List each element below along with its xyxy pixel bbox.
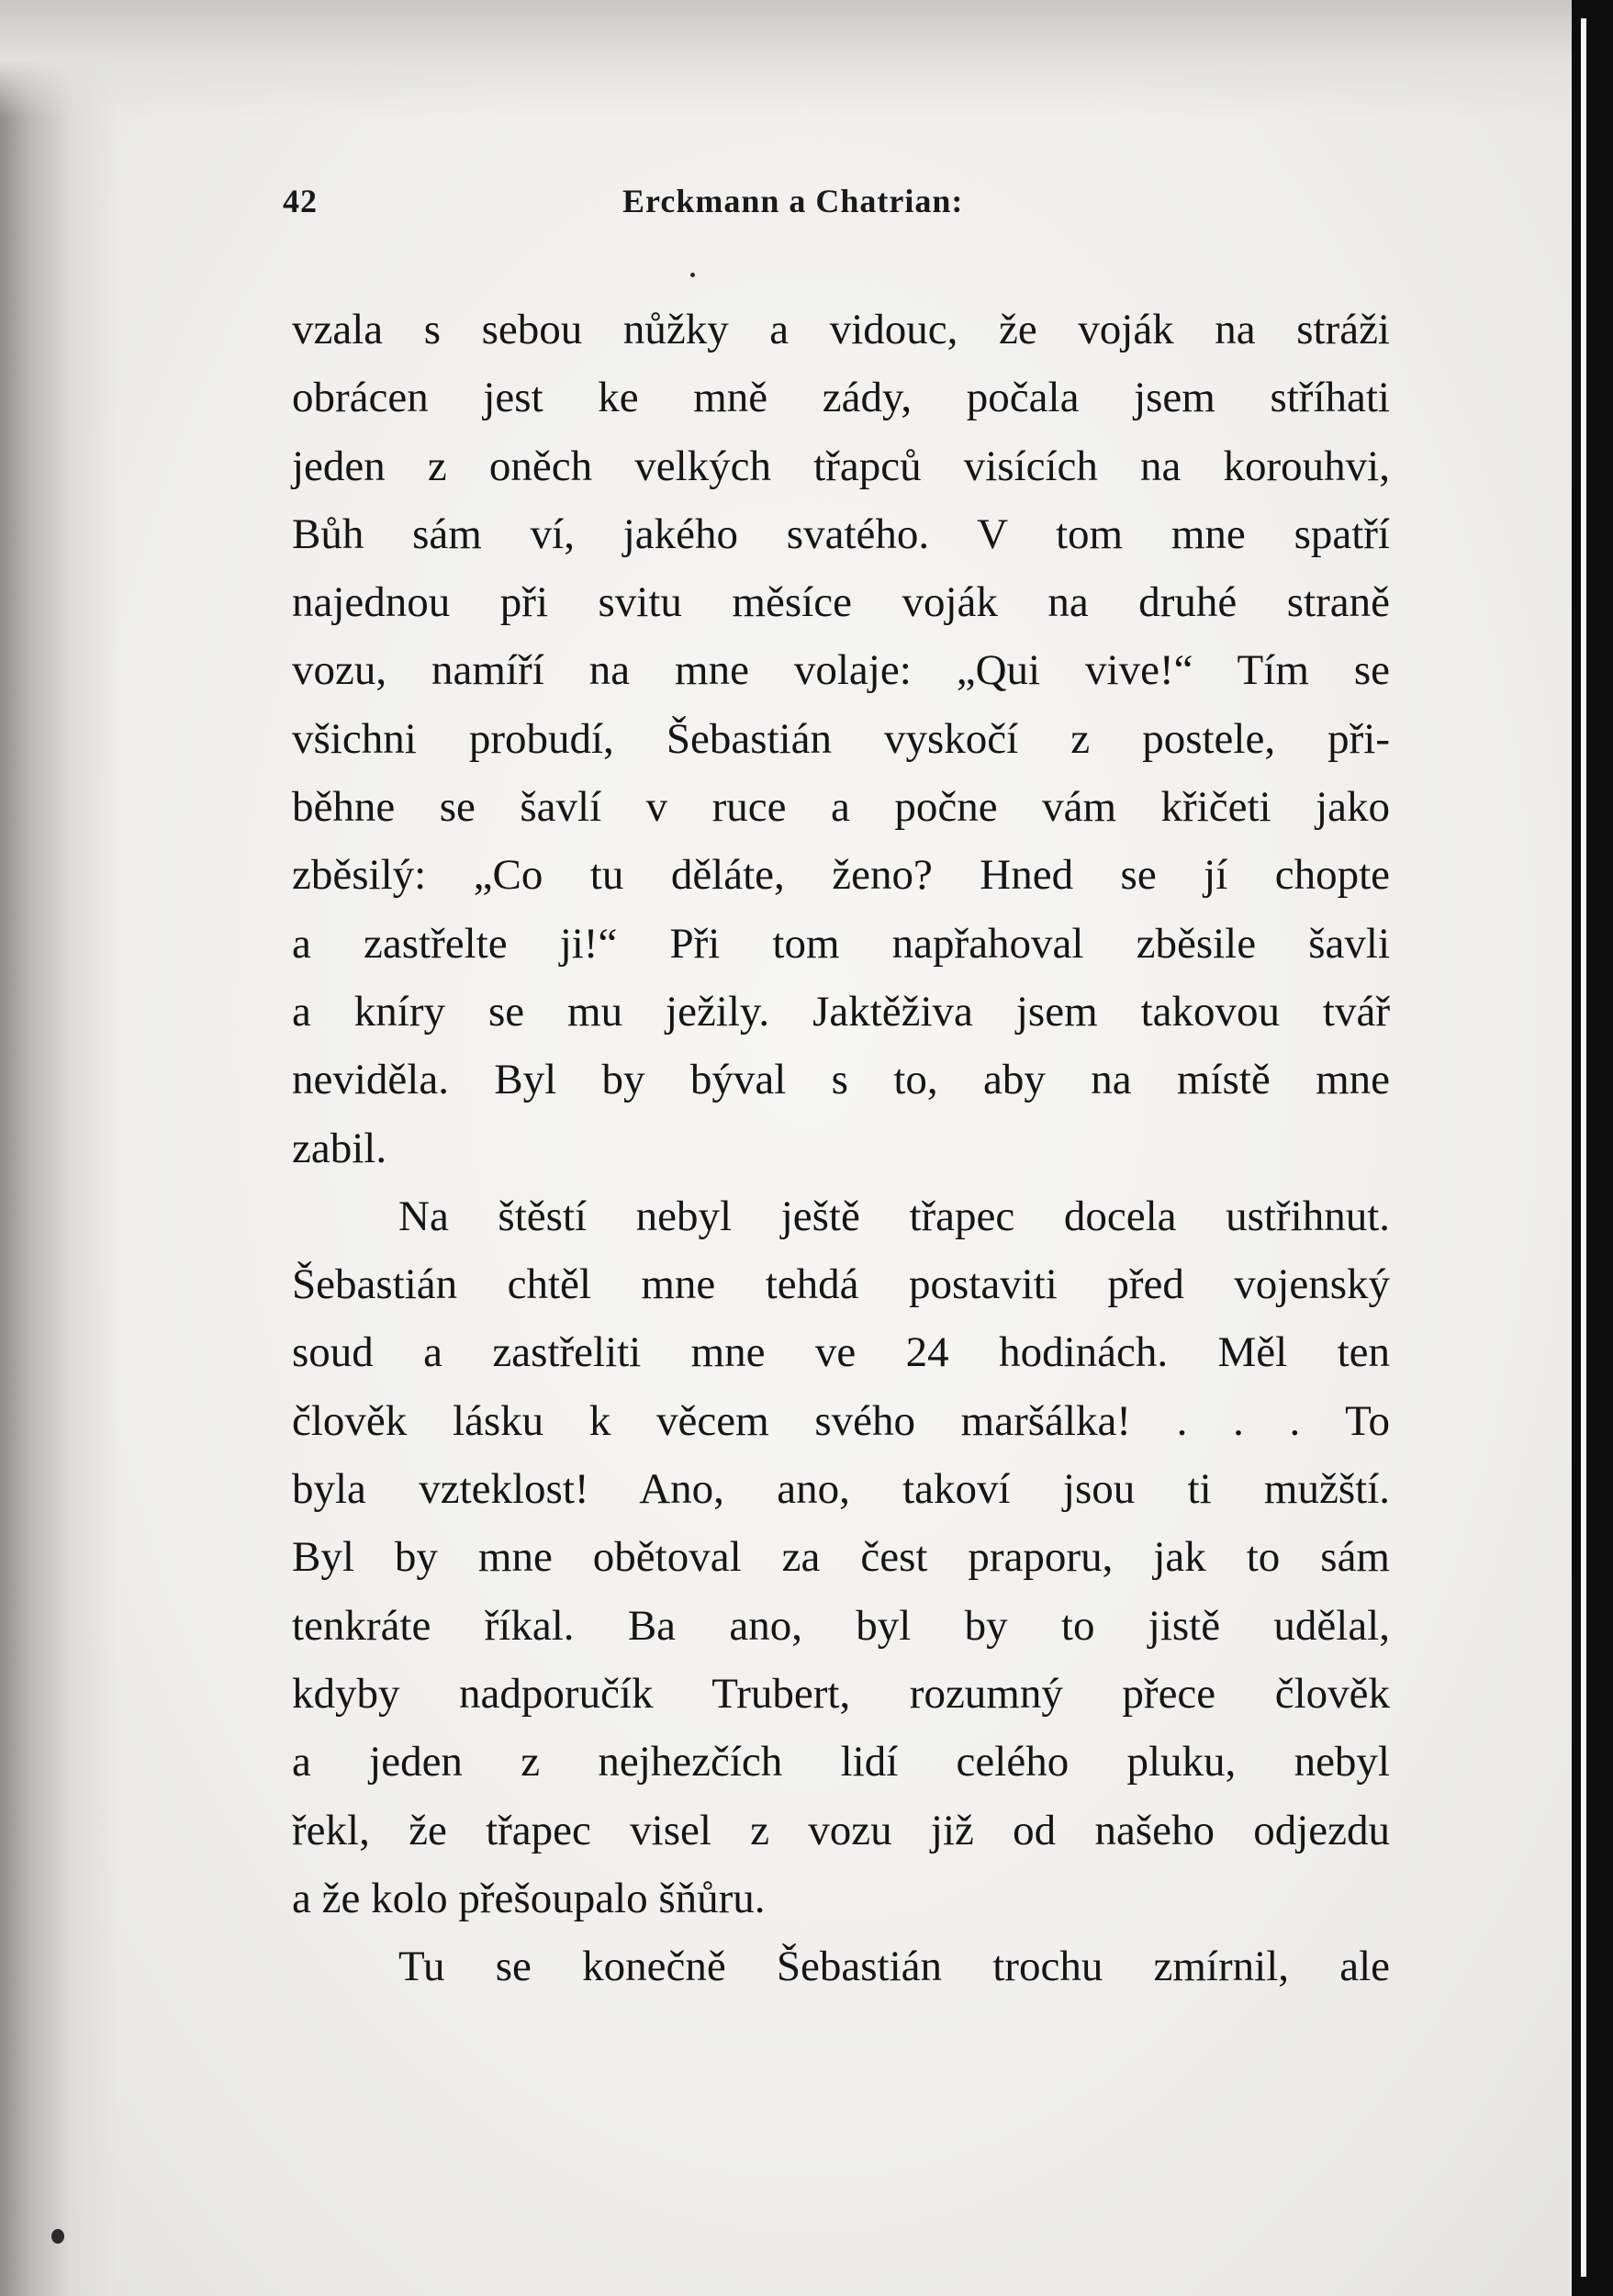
scan-left-shadow bbox=[0, 0, 119, 2296]
scan-speck bbox=[690, 273, 695, 277]
text-line: zabil. bbox=[292, 1124, 387, 1172]
scan-right-border bbox=[1572, 0, 1613, 2296]
text-line: soud a zastřeliti mne ve 24 hodinách. Měl ten bbox=[292, 1328, 1390, 1377]
text-line: a zastřelte ji!“ Při tom napřahoval zběsile šavli bbox=[292, 919, 1390, 968]
text-line: byla vzteklost! Ano, ano, takoví jsou ti mužští. bbox=[292, 1465, 1390, 1514]
running-head: Erckmann a Chatrian: bbox=[622, 183, 964, 219]
text-line: všichni probudí, Šebastián vyskočí z postele, při- bbox=[292, 714, 1390, 763]
text-line: a kníry se mu ježily. Jaktěživa jsem takovou tvář bbox=[292, 987, 1390, 1036]
text-line: Byl by mne obětoval za čest praporu, jak to sám bbox=[292, 1533, 1390, 1582]
scan-top-shadow bbox=[0, 0, 1613, 119]
page-number: 42 bbox=[283, 183, 318, 219]
body-text bbox=[292, 296, 1390, 2000]
text-line: vzala s sebou nůžky a vidouc, že voják na stráži bbox=[292, 306, 1390, 353]
text-line: člověk lásku k věcem svého maršálka! . . . To bbox=[292, 1396, 1390, 1445]
text-line: Tu se konečně Šebastián trochu zmírnil, ale bbox=[398, 1943, 1390, 1991]
text-line: a že kolo přešoupalo šňůru. bbox=[292, 1874, 766, 1922]
text-line: řekl, že třapec visel z vozu již od našeho odjezdu bbox=[292, 1806, 1390, 1854]
text-line: tenkráte říkal. Ba ano, byl by to jistě udělal, bbox=[292, 1601, 1390, 1650]
text-line: jeden z oněch velkých třapců visících na korouhvi, bbox=[292, 442, 1390, 490]
text-line: Bůh sám ví, jakého svatého. V tom mne spatří bbox=[292, 510, 1390, 558]
text-line: najednou při svitu měsíce voják na druhé straně bbox=[292, 578, 1390, 627]
scan-right-border-highlight bbox=[1581, 18, 1586, 2277]
text-line: Na štěstí nebyl ještě třapec docela ustřihnut. bbox=[398, 1192, 1390, 1240]
scan-speck bbox=[51, 2229, 64, 2244]
page-header bbox=[283, 182, 1054, 228]
text-line: neviděla. Byl by býval s to, aby na místě mne bbox=[292, 1056, 1390, 1104]
text-line: vozu, namíří na mne volaje: „Qui vive!“ Tím se bbox=[292, 646, 1390, 695]
text-line: zběsilý: „Co tu děláte, ženo? Hned se jí chopte bbox=[292, 851, 1390, 900]
text-line: Šebastián chtěl mne tehdá postaviti před vojenský bbox=[292, 1260, 1390, 1309]
text-line: kdyby nadporučík Trubert, rozumný přece člověk bbox=[292, 1669, 1390, 1718]
text-line: obrácen jest ke mně zády, počala jsem stříhati bbox=[292, 374, 1390, 422]
text-line: a jeden z nejhezčích lidí celého pluku, nebyl bbox=[292, 1738, 1390, 1786]
text-line: běhne se šavlí v ruce a počne vám křičeti jako bbox=[292, 783, 1390, 832]
